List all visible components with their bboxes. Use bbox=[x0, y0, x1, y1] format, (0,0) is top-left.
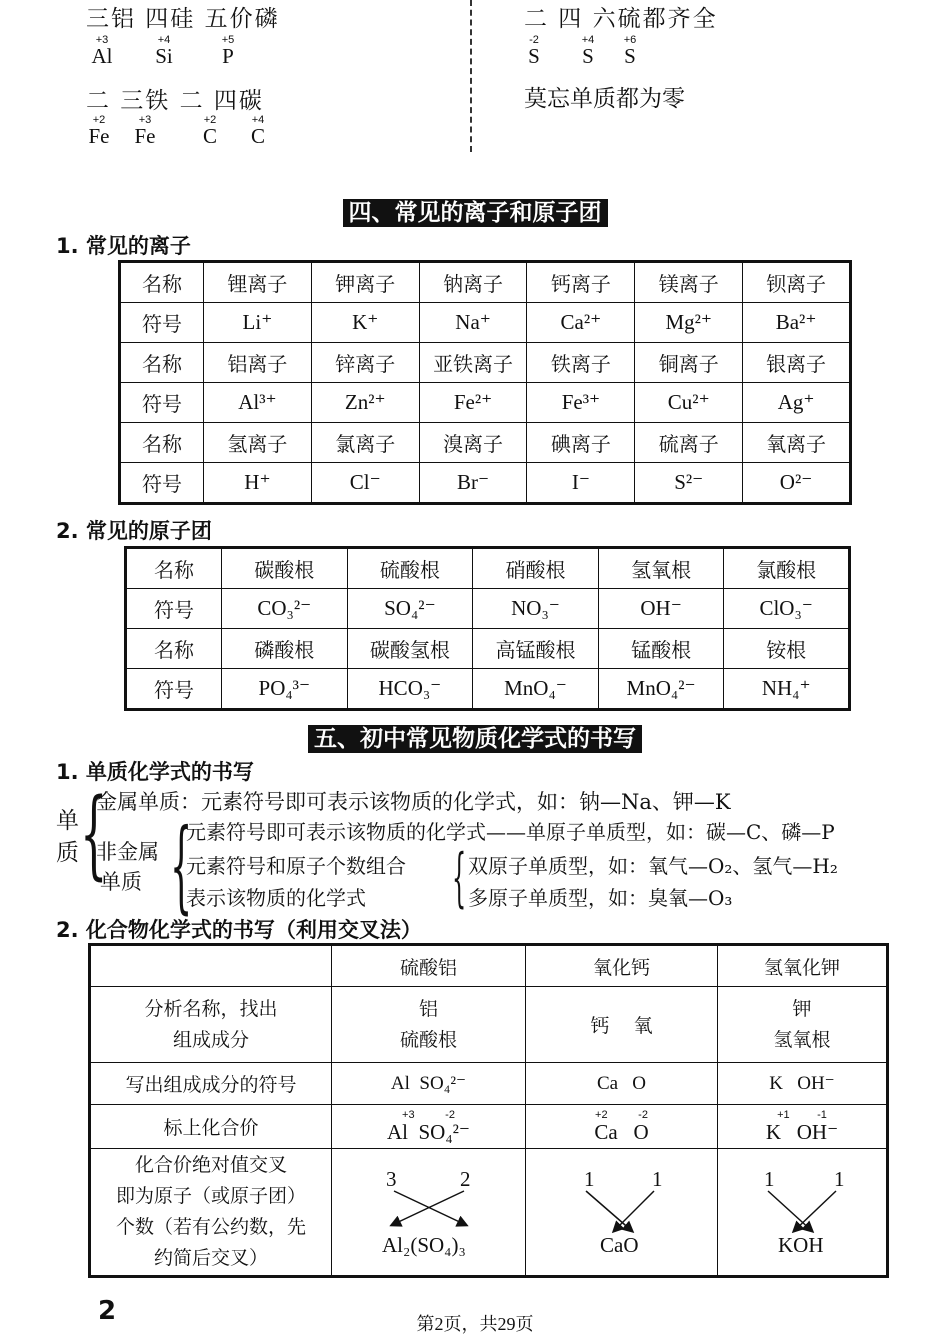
table-cell: Al³⁺ bbox=[204, 383, 312, 423]
dashed-divider bbox=[470, 0, 472, 152]
row-header-cell: 符号 bbox=[120, 383, 204, 423]
table-cell: MnO₄⁻ bbox=[473, 669, 599, 710]
ions-row bbox=[120, 262, 851, 303]
table-cell: Cl⁻ bbox=[311, 463, 419, 504]
cross-header-row bbox=[90, 945, 888, 987]
ions-row bbox=[120, 303, 851, 343]
table-cell: 钙离子 bbox=[527, 262, 635, 303]
section-5-heading: 五、初中常见物质化学式的书写 bbox=[308, 725, 642, 753]
table-cell: 溴离子 bbox=[419, 423, 527, 463]
table-cell: I⁻ bbox=[527, 463, 635, 504]
diatomic-line: 双原子单质型，如：氧气—O₂、氢气—H₂ bbox=[468, 854, 838, 878]
valence-item: +4 S bbox=[581, 34, 595, 68]
ions-row bbox=[120, 343, 851, 383]
valence-item: +4 Si bbox=[155, 34, 173, 68]
table-cell: Fe³⁺ bbox=[527, 383, 635, 423]
table-cell: 氢氧根 bbox=[598, 548, 724, 589]
table-cell: Li⁺ bbox=[204, 303, 312, 343]
row-label: 分析名称，找出 组成成分 bbox=[90, 987, 332, 1063]
symbol-cell: K OH⁻ bbox=[718, 1063, 888, 1105]
valence-item: -2 S bbox=[528, 34, 540, 68]
table-cell: Ca²⁺ bbox=[527, 303, 635, 343]
table-cell: OH⁻ bbox=[598, 589, 724, 629]
table-cell: 高锰酸根 bbox=[473, 629, 599, 669]
cross-header-cell: 硫酸铝 bbox=[332, 945, 526, 987]
valence-cell: +2 -2 Ca O bbox=[526, 1105, 718, 1149]
table-cell: H⁺ bbox=[204, 463, 312, 504]
symbol-cell: Ca O bbox=[526, 1063, 718, 1105]
table-cell: 磷酸根 bbox=[222, 629, 348, 669]
ions-row bbox=[120, 463, 851, 504]
table-cell: MnO₄²⁻ bbox=[598, 669, 724, 710]
table-cell: Ba²⁺ bbox=[743, 303, 851, 343]
components-cell: 钙 氧 bbox=[526, 987, 718, 1063]
cross-row-result bbox=[90, 1149, 888, 1277]
cross-row-symbols bbox=[90, 1063, 888, 1105]
table-cell: 银离子 bbox=[743, 343, 851, 383]
ions-table bbox=[118, 260, 852, 505]
valence-item: +2 C bbox=[202, 114, 217, 148]
row-label: 写出组成成分的符号 bbox=[90, 1063, 332, 1105]
polyatomic-line: 多原子单质型，如：臭氧—O₃ bbox=[468, 886, 733, 910]
label-zhi: 质 bbox=[56, 840, 79, 866]
monatomic-line: 元素符号即可表示该物质的化学式——单原子单质型，如：碳—C、磷—P bbox=[186, 820, 835, 844]
table-cell: Na⁺ bbox=[419, 303, 527, 343]
cross-diagram-cell: 1 1 CaO bbox=[526, 1149, 718, 1277]
valence-item: +3 Al bbox=[91, 34, 113, 68]
table-cell: PO₄³⁻ bbox=[222, 669, 348, 710]
rhyme-line-1: 三铝 四硅 五价磷 bbox=[86, 6, 280, 32]
row-header-cell: 符号 bbox=[120, 463, 204, 504]
table-cell: Cu²⁺ bbox=[635, 383, 743, 423]
row-header-cell: 名称 bbox=[120, 343, 204, 383]
valence-cell: +3 -2 Al SO₄²⁻ bbox=[332, 1105, 526, 1149]
metal-line: 金属单质：元素符号即可表示该物质的化学式，如：钠—Na、钾—K bbox=[96, 790, 731, 814]
table-cell: NO₃⁻ bbox=[473, 589, 599, 629]
table-cell: 氯离子 bbox=[311, 423, 419, 463]
brace-main: { bbox=[80, 778, 108, 890]
brace-combo: { bbox=[452, 841, 467, 915]
table-cell: Fe²⁺ bbox=[419, 383, 527, 423]
radicals-row bbox=[126, 669, 850, 710]
cross-arrows-icon bbox=[372, 1189, 492, 1229]
row-header-cell: 符号 bbox=[120, 303, 204, 343]
rhyme-line-2: 二 三铁 二 四碳 bbox=[86, 88, 264, 114]
combo-line-1: 元素符号和原子个数组合 bbox=[186, 854, 406, 878]
compound-subtitle: 2. 化合物化学式的书写（利用交叉法） bbox=[56, 918, 422, 942]
table-cell: HCO₃⁻ bbox=[347, 669, 473, 710]
cross-header-cell: 氢氧化钾 bbox=[718, 945, 888, 987]
table-cell: 硫酸根 bbox=[347, 548, 473, 589]
table-cell: 氧离子 bbox=[743, 423, 851, 463]
table-cell: Mg²⁺ bbox=[635, 303, 743, 343]
valence-item: +6 S bbox=[623, 34, 637, 68]
table-cell: 硝酸根 bbox=[473, 548, 599, 589]
valence-item: +5 P bbox=[221, 34, 235, 68]
simple-substance-subtitle: 1. 单质化学式的书写 bbox=[56, 760, 254, 784]
radicals-row bbox=[126, 589, 850, 629]
table-cell: 碳酸根 bbox=[222, 548, 348, 589]
table-cell: ClO₃⁻ bbox=[724, 589, 850, 629]
table-cell: 铵根 bbox=[724, 629, 850, 669]
row-label: 标上化合价 bbox=[90, 1105, 332, 1149]
table-cell: 钠离子 bbox=[419, 262, 527, 303]
radicals-subtitle: 2. 常见的原子团 bbox=[56, 519, 212, 543]
ions-row bbox=[120, 423, 851, 463]
symbol-cell: Al SO₄²⁻ bbox=[332, 1063, 526, 1105]
table-cell: 铁离子 bbox=[527, 343, 635, 383]
table-cell: Ag⁺ bbox=[743, 383, 851, 423]
table-cell: Br⁻ bbox=[419, 463, 527, 504]
row-header-cell: 符号 bbox=[126, 589, 222, 629]
table-cell: 氯酸根 bbox=[724, 548, 850, 589]
ions-subtitle: 1. 常见的离子 bbox=[56, 234, 191, 258]
ions-row bbox=[120, 383, 851, 423]
table-cell: 碳酸氢根 bbox=[347, 629, 473, 669]
cross-method-table bbox=[88, 943, 889, 1278]
section-4-heading: 四、常见的离子和原子团 bbox=[343, 199, 608, 227]
page-info: 第2页，共29页 bbox=[416, 1314, 534, 1334]
cross-header-cell bbox=[90, 945, 332, 987]
valence-item: +3 Fe bbox=[134, 114, 156, 148]
nonmetal-label-2: 单质 bbox=[100, 870, 142, 894]
components-cell: 钾 氢氧根 bbox=[718, 987, 888, 1063]
label-dan: 单 bbox=[56, 808, 79, 834]
radicals-row bbox=[126, 548, 850, 589]
table-cell: 硫离子 bbox=[635, 423, 743, 463]
table-cell: 钾离子 bbox=[311, 262, 419, 303]
valence-cell: +1 -1 K OH⁻ bbox=[718, 1105, 888, 1149]
section-4-heading-wrap bbox=[0, 194, 950, 227]
brace-nonmetal: { bbox=[170, 807, 193, 924]
cross-arrows-icon bbox=[754, 1189, 854, 1235]
table-cell: 铜离子 bbox=[635, 343, 743, 383]
table-cell: 锂离子 bbox=[204, 262, 312, 303]
table-cell: 锌离子 bbox=[311, 343, 419, 383]
cross-row-analyze bbox=[90, 987, 888, 1063]
table-cell: 碘离子 bbox=[527, 423, 635, 463]
table-cell: Zn²⁺ bbox=[311, 383, 419, 423]
radicals-row bbox=[126, 629, 850, 669]
table-cell: K⁺ bbox=[311, 303, 419, 343]
row-header-cell: 名称 bbox=[126, 548, 222, 589]
table-cell: 钡离子 bbox=[743, 262, 851, 303]
row-header-cell: 名称 bbox=[126, 629, 222, 669]
components-cell: 铝 硫酸根 bbox=[332, 987, 526, 1063]
row-label: 化合价绝对值交叉 即为原子（或原子团） 个数（若有公约数，先 约简后交叉） bbox=[90, 1149, 332, 1277]
table-cell: CO₃²⁻ bbox=[222, 589, 348, 629]
table-cell: SO₄²⁻ bbox=[347, 589, 473, 629]
table-cell: O²⁻ bbox=[743, 463, 851, 504]
valence-item: +4 C bbox=[250, 114, 265, 148]
cross-diagram-cell: 3 2 Al₂(SO₄)₃ bbox=[332, 1149, 526, 1277]
table-cell: NH₄⁺ bbox=[724, 669, 850, 710]
table-cell: 亚铁离子 bbox=[419, 343, 527, 383]
rhyme-right-line-1: 二 四 六硫都齐全 bbox=[524, 6, 718, 32]
row-header-cell: 名称 bbox=[120, 423, 204, 463]
cross-row-valence bbox=[90, 1105, 888, 1149]
section-5-heading-wrap bbox=[0, 720, 950, 753]
page-number: 2 bbox=[98, 1296, 117, 1326]
rhyme-right-line-2: 莫忘单质都为零 bbox=[524, 86, 685, 112]
table-cell: S²⁻ bbox=[635, 463, 743, 504]
combo-line-2: 表示该物质的化学式 bbox=[186, 886, 366, 910]
valence-item: +2 Fe bbox=[88, 114, 110, 148]
table-cell: 铝离子 bbox=[204, 343, 312, 383]
radicals-table bbox=[124, 546, 851, 711]
table-cell: 氢离子 bbox=[204, 423, 312, 463]
nonmetal-label-1: 非金属 bbox=[96, 840, 159, 864]
row-header-cell: 名称 bbox=[120, 262, 204, 303]
cross-arrows-icon bbox=[576, 1189, 676, 1235]
row-header-cell: 符号 bbox=[126, 669, 222, 710]
table-cell: 镁离子 bbox=[635, 262, 743, 303]
table-cell: 锰酸根 bbox=[598, 629, 724, 669]
cross-diagram-cell: 1 1 KOH bbox=[718, 1149, 888, 1277]
cross-header-cell: 氧化钙 bbox=[526, 945, 718, 987]
